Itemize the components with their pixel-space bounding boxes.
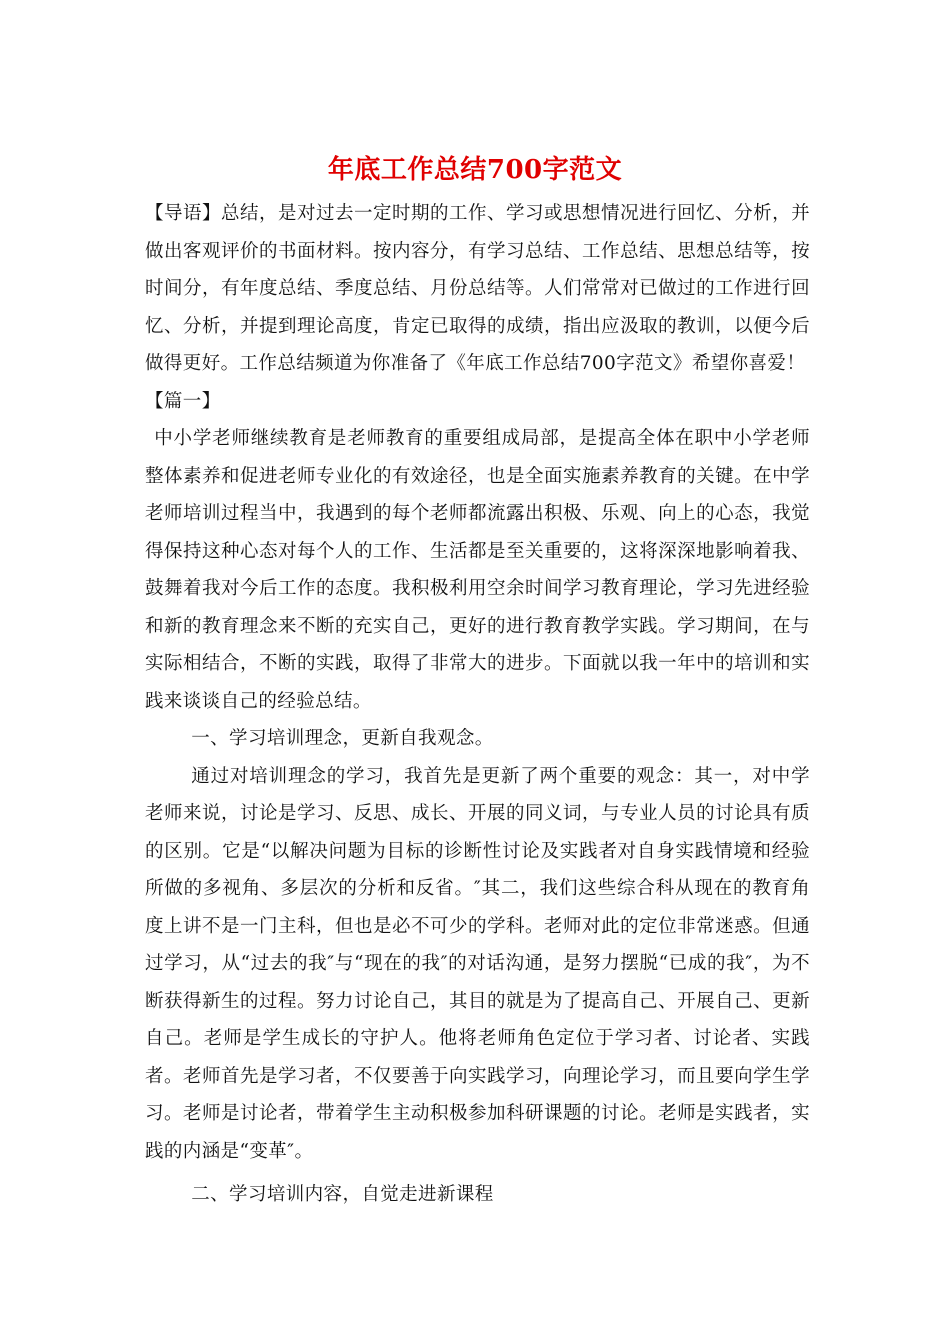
document-body bbox=[145, 195, 810, 1214]
body-paragraph: 通过对培训理念的学习，我首先是更新了两个重要的观念：其一，对中学老师来说，讨论是学习、反思、成长、开展的同义词，与专业人员的讨论具有质的区别。它是“以解决问题为目标的诊断性讨论及实践者对自身实践情境和经验所做的多视角、多层次的分析和反省。″其二，我们这些综合科从现在的教育角度上讲不是一门主科，但也是必不可少的学科。老师对此的定位非常迷惑。但通过学习，从“过去的我″与“现在的我″的对话沟通，是努力摆脱“已成的我″，为不断获得新生的过程。努力讨论自己，其目的就是为了提高自己、开展自己、更新自己。老师是学生成长的守护人。他将老师角色定位于学习者、讨论者、实践者。老师首先是学习者，不仅要善于向实践学习，向理论学习，而且要向学生学习。老师是讨论者，带着学生主动积极参加科研课题的讨论。老师是实践者，实践的内涵是“变革″。 bbox=[145, 765, 810, 1162]
document-title: 年底工作总结700字范文 bbox=[327, 155, 623, 185]
section-heading: 二、学习培训内容，自觉走进新课程 bbox=[191, 1184, 494, 1205]
section-heading: 一、学习培训理念，更新自我观念。 bbox=[191, 728, 494, 749]
section-marker: 【篇一】 bbox=[145, 390, 221, 412]
intro-paragraph: 【导语】总结，是对过去一定时期的工作、学习或思想情况进行回忆、分析，并做出客观评价的书面材料。按内容分，有学习总结、工作总结、思想总结等，按时间分，有年度总结、季度总结、月份总结等。人们常常对已做过的工作进行回忆、分析，并提到理论高度，肯定已取得的成绩，指出应汲取的教训，以便今后做得更好。工作总结频道为你准备了《年底工作总结700字范文》希望你喜爱！ bbox=[145, 203, 810, 374]
body-paragraph: 中小学老师继续教育是老师教育的重要组成局部，是提高全体在职中小学老师整体素养和促进老师专业化的有效途径，也是全面实施素养教育的关键。在中学老师培训过程当中，我遇到的每个老师都流露出积极、乐观、向上的心态，我觉得保持这种心态对每个人的工作、生活都是至关重要的，这将深深地影响着我、鼓舞着我对今后工作的态度。我积极利用空余时间学习教育理论，学习先进经验和新的教育理念来不断的充实自己，更好的进行教育教学实践。学习期间，在与实际相结合，不断的实践，取得了非常大的进步。下面就以我一年中的培训和实践来谈谈自己的经验总结。 bbox=[145, 428, 810, 712]
